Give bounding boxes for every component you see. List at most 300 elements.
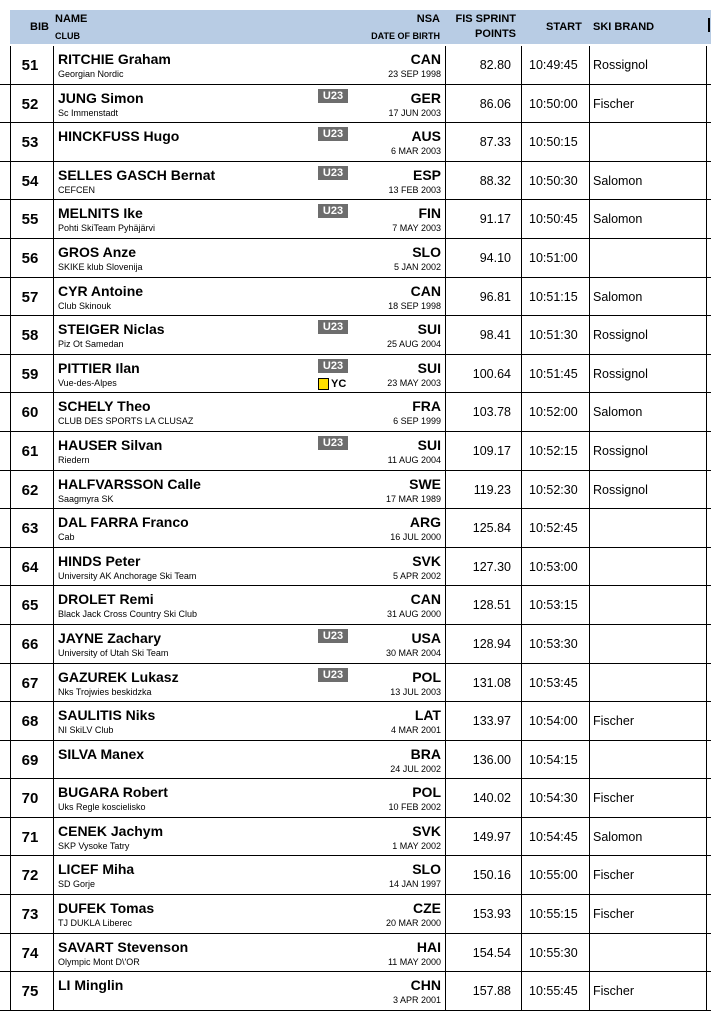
column-divider — [521, 162, 522, 200]
column-divider — [521, 664, 522, 702]
start-time: 10:55:30 — [529, 945, 578, 960]
fis-sprint-points: 109.17 — [472, 443, 511, 458]
bib-number: 59 — [21, 365, 39, 383]
column-divider — [589, 972, 590, 1010]
column-divider — [589, 162, 590, 200]
nsa-code: CHN — [410, 977, 441, 994]
column-divider — [706, 432, 707, 470]
start-time: 10:50:15 — [529, 135, 578, 150]
column-divider — [706, 895, 707, 933]
bib-number: 57 — [21, 288, 39, 306]
table-header — [10, 10, 711, 44]
column-divider — [53, 471, 54, 509]
column-divider — [445, 46, 446, 84]
column-divider — [589, 471, 590, 509]
column-divider — [589, 200, 590, 238]
fis-sprint-points: 86.06 — [479, 96, 511, 111]
header-date-of-birth: DATE OF BIRTH — [371, 31, 440, 41]
nsa-code: SWE — [409, 475, 441, 492]
column-divider — [589, 432, 590, 470]
date-of-birth: 13 FEB 2003 — [388, 184, 441, 195]
table-row — [0, 200, 711, 239]
column-divider — [706, 278, 707, 316]
date-of-birth: 24 JUL 2002 — [390, 763, 441, 774]
fis-sprint-points: 154.54 — [472, 945, 511, 960]
nsa-code: BRA — [410, 745, 441, 762]
u23-badge: U23 — [318, 89, 348, 103]
date-of-birth: 5 JAN 2002 — [393, 261, 441, 272]
nsa-code: CAN — [410, 591, 441, 608]
column-divider — [521, 934, 522, 972]
athlete-name: HINDS Peter — [58, 552, 141, 569]
club-name: Nks Trojwies beskidzka — [58, 686, 152, 697]
start-time: 10:51:45 — [529, 366, 578, 381]
column-divider — [445, 123, 446, 161]
table-row — [0, 779, 711, 818]
column-divider — [53, 123, 54, 161]
column-divider — [445, 509, 446, 547]
athlete-name: PITTIER Ilan — [58, 359, 140, 376]
column-divider — [445, 779, 446, 817]
start-time: 10:50:30 — [529, 173, 578, 188]
bib-number: 65 — [21, 597, 39, 615]
nsa-code: GER — [410, 89, 441, 106]
date-of-birth: 14 JAN 1997 — [388, 879, 441, 890]
date-of-birth: 16 JUL 2000 — [390, 532, 441, 543]
column-divider — [521, 548, 522, 586]
athlete-name: DUFEK Tomas — [58, 900, 155, 917]
nsa-code: SVK — [412, 822, 441, 839]
column-divider — [706, 471, 707, 509]
column-divider — [589, 509, 590, 547]
column-divider — [53, 239, 54, 277]
header-bib: BIB — [30, 21, 49, 33]
start-time: 10:55:45 — [529, 984, 578, 999]
athlete-name: SELLES GASCH Bernat — [58, 166, 216, 183]
date-of-birth: 31 AUG 2000 — [386, 609, 441, 620]
yellow-card-marker — [318, 378, 346, 392]
start-time: 10:52:45 — [529, 521, 578, 536]
bib-number: 54 — [21, 172, 39, 190]
column-divider — [445, 818, 446, 856]
athlete-name: MELNITS Ike — [58, 205, 143, 222]
bib-number: 52 — [21, 95, 39, 113]
start-time: 10:50:45 — [529, 212, 578, 227]
column-divider — [53, 278, 54, 316]
u23-badge: U23 — [318, 204, 348, 218]
column-divider — [706, 779, 707, 817]
athlete-name: LI Minglin — [58, 977, 124, 994]
column-divider — [706, 664, 707, 702]
column-divider — [53, 46, 54, 84]
ski-brand: Fischer — [593, 984, 634, 999]
column-divider — [521, 779, 522, 817]
header-start: START — [546, 21, 582, 33]
column-divider — [589, 741, 590, 779]
ski-brand: Rossignol — [593, 328, 648, 343]
column-divider — [445, 934, 446, 972]
club-name: Riedern — [58, 454, 90, 465]
column-divider — [445, 741, 446, 779]
date-of-birth: 7 MAY 2003 — [392, 223, 441, 234]
date-of-birth: 25 AUG 2004 — [386, 339, 441, 350]
table-row — [0, 278, 711, 317]
fis-sprint-points: 157.88 — [472, 984, 511, 999]
table-row — [0, 702, 711, 741]
bib-number: 64 — [21, 558, 39, 576]
club-name: University AK Anchorage Ski Team — [58, 570, 197, 581]
fis-sprint-points: 131.08 — [472, 675, 511, 690]
nsa-code: SUI — [417, 359, 441, 376]
bib-number: 56 — [21, 249, 39, 267]
date-of-birth: 6 MAR 2003 — [390, 146, 441, 157]
column-divider — [521, 471, 522, 509]
fis-sprint-points: 127.30 — [472, 559, 511, 574]
column-divider — [521, 895, 522, 933]
column-divider — [589, 46, 590, 84]
column-divider — [445, 239, 446, 277]
bib-number: 55 — [21, 211, 39, 229]
column-divider — [521, 85, 522, 123]
ski-brand: Fischer — [593, 868, 634, 883]
column-divider — [445, 972, 446, 1010]
ski-brand: Rossignol — [593, 366, 648, 381]
nsa-code: USA — [411, 629, 441, 646]
fis-sprint-points: 88.32 — [479, 173, 511, 188]
club-name: Olympic Mont D\'OR — [58, 956, 140, 967]
column-divider — [706, 972, 707, 1010]
header-name: NAME — [55, 13, 88, 25]
table-row — [0, 509, 711, 548]
ski-brand: Salomon — [593, 173, 643, 188]
table-row — [0, 625, 711, 664]
nsa-code: SUI — [417, 436, 441, 453]
athlete-name: JAYNE Zachary — [58, 629, 161, 646]
ski-brand: Salomon — [593, 289, 643, 304]
column-divider — [53, 316, 54, 354]
column-divider — [589, 85, 590, 123]
column-divider — [706, 625, 707, 663]
column-divider — [706, 162, 707, 200]
column-divider — [706, 741, 707, 779]
column-divider — [706, 702, 707, 740]
column-divider — [706, 934, 707, 972]
bib-number: 53 — [21, 134, 39, 152]
column-divider — [589, 702, 590, 740]
club-name: Piz Ot Samedan — [58, 339, 124, 350]
bib-number: 58 — [21, 327, 39, 345]
table-row — [0, 432, 711, 471]
date-of-birth: 30 MAR 2004 — [385, 647, 441, 658]
start-list-table — [0, 46, 711, 1011]
nsa-code: HAI — [416, 938, 441, 955]
u23-badge: U23 — [318, 166, 348, 180]
fis-sprint-points: 153.93 — [472, 907, 511, 922]
column-divider — [445, 316, 446, 354]
start-time: 10:50:00 — [529, 96, 578, 111]
date-of-birth: 11 MAY 2000 — [387, 956, 441, 967]
start-time: 10:54:45 — [529, 829, 578, 844]
club-name: Uks Regle koscielisko — [58, 802, 146, 813]
athlete-name: RITCHIE Graham — [58, 51, 171, 67]
column-divider — [706, 200, 707, 238]
column-divider — [53, 741, 54, 779]
column-divider — [53, 702, 54, 740]
club-name: Vue-des-Alpes — [58, 377, 117, 388]
bib-number: 67 — [21, 674, 39, 692]
start-time: 10:54:00 — [529, 714, 578, 729]
bib-number: 62 — [21, 481, 39, 499]
column-divider — [706, 393, 707, 431]
athlete-name: GAZUREK Lukasz — [58, 668, 179, 685]
column-divider — [521, 972, 522, 1010]
column-divider — [521, 123, 522, 161]
fis-sprint-points: 149.97 — [472, 829, 511, 844]
column-divider — [445, 393, 446, 431]
table-row — [0, 741, 711, 780]
column-divider — [445, 471, 446, 509]
bib-number: 72 — [21, 867, 39, 885]
athlete-name: LICEF Miha — [58, 861, 135, 878]
fis-sprint-points: 125.84 — [472, 521, 511, 536]
start-time: 10:52:30 — [529, 482, 578, 497]
column-divider — [53, 625, 54, 663]
table-row — [0, 471, 711, 510]
table-row — [0, 123, 711, 162]
table-row — [0, 393, 711, 432]
nsa-code: SUI — [417, 321, 441, 338]
athlete-name: CENEK Jachym — [58, 822, 164, 839]
table-row — [0, 856, 711, 895]
start-time: 10:53:00 — [529, 559, 578, 574]
table-row — [0, 355, 711, 394]
u23-badge: U23 — [318, 668, 348, 682]
club-name: Saagmyra SK — [58, 493, 114, 504]
column-divider — [706, 818, 707, 856]
start-time: 10:52:15 — [529, 443, 578, 458]
date-of-birth: 13 JUL 2003 — [390, 686, 441, 697]
column-divider — [521, 316, 522, 354]
column-divider — [445, 702, 446, 740]
column-divider — [53, 856, 54, 894]
ski-brand: Fischer — [593, 791, 634, 806]
column-divider — [53, 548, 54, 586]
club-name: Pohti SkiTeam Pyhäjärvi — [58, 223, 156, 234]
column-divider — [445, 278, 446, 316]
date-of-birth: 11 AUG 2004 — [387, 454, 441, 465]
column-divider — [706, 123, 707, 161]
start-time: 10:54:15 — [529, 752, 578, 767]
column-divider — [445, 200, 446, 238]
start-time: 10:51:30 — [529, 328, 578, 343]
column-divider — [445, 664, 446, 702]
club-name: NI SkiLV Club — [58, 725, 114, 736]
column-divider — [521, 586, 522, 624]
column-divider — [706, 509, 707, 547]
column-divider — [589, 393, 590, 431]
fis-sprint-points: 100.64 — [472, 366, 511, 381]
start-time: 10:53:30 — [529, 636, 578, 651]
column-divider — [445, 432, 446, 470]
date-of-birth: 4 MAR 2001 — [390, 725, 441, 736]
column-divider — [445, 355, 446, 393]
date-of-birth: 17 MAR 1989 — [385, 493, 441, 504]
fis-sprint-points: 87.33 — [479, 135, 511, 150]
header-divider — [708, 18, 710, 32]
column-divider — [589, 123, 590, 161]
start-time: 10:51:00 — [529, 250, 578, 265]
bib-number: 51 — [21, 57, 39, 74]
bib-number: 75 — [21, 983, 39, 1001]
club-name: Sc Immenstadt — [58, 107, 119, 118]
table-row — [0, 818, 711, 857]
athlete-name: HAUSER Silvan — [58, 436, 163, 453]
athlete-name: STEIGER Niclas — [58, 321, 165, 338]
club-name: Club Skinouk — [58, 300, 112, 311]
date-of-birth: 10 FEB 2002 — [388, 802, 441, 813]
bib-number: 71 — [21, 828, 39, 846]
club-name: CLUB DES SPORTS LA CLUSAZ — [58, 416, 194, 427]
athlete-name: SILVA Manex — [58, 745, 145, 762]
club-name: University of Utah Ski Team — [58, 647, 169, 658]
column-divider — [53, 85, 54, 123]
column-divider — [53, 509, 54, 547]
u23-badge: U23 — [318, 359, 348, 373]
bib-number: 73 — [21, 906, 39, 924]
table-row — [0, 664, 711, 703]
ski-brand: Fischer — [593, 714, 634, 729]
ski-brand: Rossignol — [593, 443, 648, 458]
nsa-code: LAT — [414, 707, 441, 724]
fis-sprint-points: 98.41 — [479, 328, 511, 343]
athlete-name: DAL FARRA Franco — [58, 514, 189, 531]
header-points-line1: FIS SPRINT — [455, 13, 516, 25]
table-row — [0, 46, 711, 85]
column-divider — [521, 355, 522, 393]
column-divider — [589, 355, 590, 393]
date-of-birth: 18 SEP 1998 — [388, 300, 441, 311]
column-divider — [706, 856, 707, 894]
ski-brand: Rossignol — [593, 58, 648, 72]
fis-sprint-points: 136.00 — [472, 752, 511, 767]
column-divider — [521, 625, 522, 663]
start-time: 10:55:00 — [529, 868, 578, 883]
column-divider — [53, 664, 54, 702]
club-name: SKIKE klub Slovenija — [58, 261, 143, 272]
header-club: CLUB — [55, 31, 80, 41]
nsa-code: ARG — [409, 514, 441, 531]
bib-number: 66 — [21, 635, 39, 653]
club-name: Black Jack Cross Country Ski Club — [58, 609, 198, 620]
fis-sprint-points: 128.51 — [472, 598, 511, 613]
date-of-birth: 20 MAR 2000 — [385, 918, 441, 929]
table-row — [0, 895, 711, 934]
nsa-code: SLO — [412, 243, 441, 260]
column-divider — [521, 432, 522, 470]
column-divider — [589, 586, 590, 624]
ski-brand: Fischer — [593, 96, 634, 111]
column-divider — [53, 895, 54, 933]
athlete-name: BUGARA Robert — [58, 784, 168, 801]
nsa-code: POL — [412, 784, 441, 801]
column-divider — [521, 278, 522, 316]
date-of-birth: 23 SEP 1998 — [388, 69, 441, 79]
athlete-name: SCHELY Theo — [58, 398, 151, 415]
column-divider — [53, 432, 54, 470]
u23-badge: U23 — [318, 629, 348, 643]
nsa-code: POL — [412, 668, 441, 685]
column-divider — [589, 818, 590, 856]
column-divider — [521, 200, 522, 238]
club-name: TJ DUKLA Liberec — [58, 918, 133, 929]
start-time: 10:54:30 — [529, 791, 578, 806]
fis-sprint-points: 91.17 — [479, 212, 511, 227]
ski-brand: Rossignol — [593, 482, 648, 497]
start-time: 10:55:15 — [529, 907, 578, 922]
yellow-card-label: YC — [331, 377, 347, 390]
column-divider — [53, 393, 54, 431]
column-divider — [53, 162, 54, 200]
header-ski-brand: SKI BRAND — [593, 21, 655, 33]
column-divider — [521, 741, 522, 779]
column-divider — [521, 702, 522, 740]
nsa-code: SVK — [412, 552, 441, 569]
column-divider — [706, 46, 707, 84]
column-divider — [706, 239, 707, 277]
column-divider — [589, 278, 590, 316]
start-time: 10:51:15 — [529, 289, 578, 304]
nsa-code: SLO — [412, 861, 441, 878]
u23-badge: U23 — [318, 320, 348, 334]
fis-sprint-points: 140.02 — [472, 791, 511, 806]
fis-sprint-points: 103.78 — [472, 405, 511, 420]
bib-number: 74 — [21, 944, 39, 962]
table-row — [0, 972, 711, 1011]
table-row — [0, 85, 711, 124]
column-divider — [53, 972, 54, 1010]
header-points-line2: POINTS — [475, 28, 516, 40]
column-divider — [706, 586, 707, 624]
start-time: 10:53:45 — [529, 675, 578, 690]
column-divider — [445, 625, 446, 663]
column-divider — [706, 355, 707, 393]
athlete-name: SAVART Stevenson — [58, 938, 189, 955]
column-divider — [589, 779, 590, 817]
column-divider — [589, 625, 590, 663]
date-of-birth: 17 JUN 2003 — [388, 107, 441, 118]
column-divider — [53, 586, 54, 624]
column-divider — [589, 856, 590, 894]
ski-brand: Salomon — [593, 212, 643, 227]
column-divider — [521, 393, 522, 431]
athlete-name: JUNG Simon — [58, 89, 144, 106]
bib-number: 68 — [21, 713, 39, 731]
athlete-name: SAULITIS Niks — [58, 707, 156, 724]
athlete-name: HALFVARSSON Calle — [58, 475, 201, 492]
start-time: 10:53:15 — [529, 598, 578, 613]
column-divider — [521, 856, 522, 894]
club-name: SD Gorje — [58, 879, 96, 890]
column-divider — [53, 200, 54, 238]
column-divider — [445, 548, 446, 586]
club-name: Cab — [58, 532, 75, 543]
fis-sprint-points: 128.94 — [472, 636, 511, 651]
table-row — [0, 316, 711, 355]
date-of-birth: 6 SEP 1999 — [393, 416, 441, 427]
club-name: CEFCEN — [58, 184, 96, 195]
start-time: 10:49:45 — [529, 58, 578, 72]
club-name: Georgian Nordic — [58, 69, 124, 79]
